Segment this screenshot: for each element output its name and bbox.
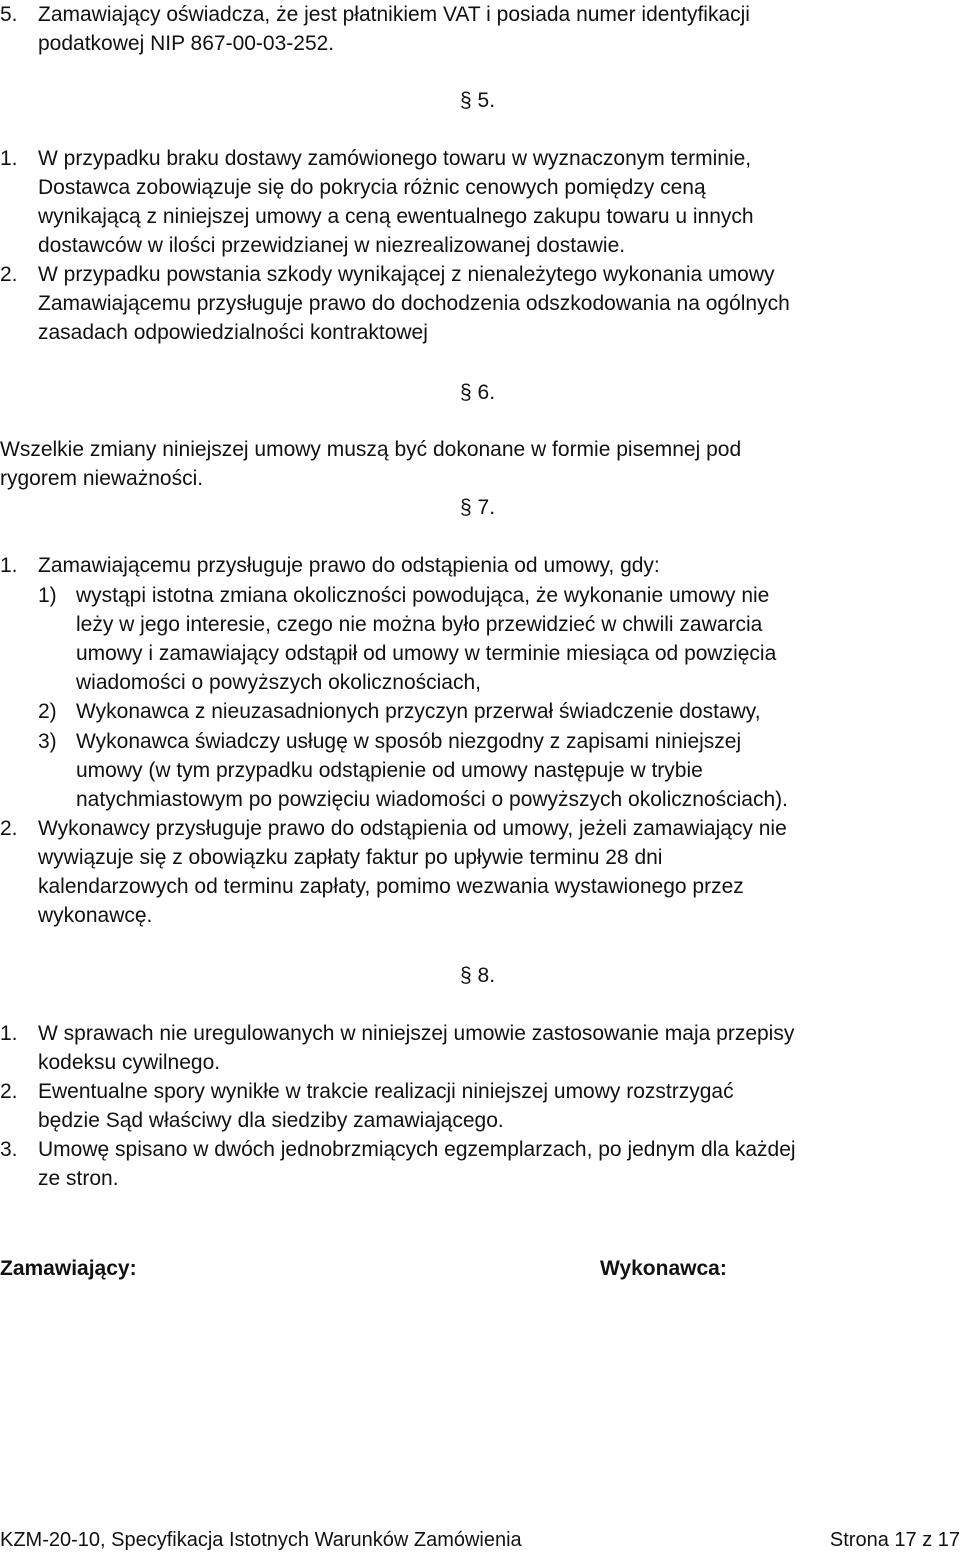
paragraph-line: Wykonawca z nieuzasadnionych przyczyn przerwał świadczenie dostawy, (76, 700, 761, 723)
paragraph-line: Zamawiający oświadcza, że jest płatnikiem VAT i posiada numer identyfikacji (38, 3, 750, 26)
paragraph-line: będzie Sąd właściwy dla siedziby zamawiającego. (38, 1109, 504, 1132)
paragraph-line: wynikającą z niniejszej umowy a ceną ewentualnego zakupu towaru u innych (38, 205, 754, 228)
item-number: 3. (0, 1138, 18, 1161)
paragraph-line: wystąpi istotna zmiana okoliczności powodująca, że wykonanie umowy nie (76, 584, 770, 607)
paragraph-line: umowy (w tym przypadku odstąpienie od umowy następuje w trybie (76, 759, 703, 782)
paragraph-line: natychmiastowym po powzięciu wiadomości o powyższych okolicznościach). (76, 788, 788, 811)
paragraph-line: Ewentualne spory wynikłe w trakcie realizacji niniejszej umowy rozstrzygać (38, 1080, 734, 1103)
paragraph-line: Wszelkie zmiany niniejszej umowy muszą być dokonane w formie pisemnej pod (0, 438, 742, 461)
item-number: 2. (0, 263, 18, 286)
paragraph-line: wiadomości o powyższych okolicznościach, (76, 671, 481, 694)
subitem-number: 2) (38, 700, 57, 723)
item-number: 1. (0, 554, 18, 577)
item-number: 2. (0, 817, 18, 840)
item-number: 1. (0, 147, 18, 170)
footer-page-number: Strona 17 z 17 (829, 1529, 960, 1551)
signature-label-contractor: Wykonawca: (600, 1257, 727, 1280)
item-number: 2. (0, 1080, 18, 1103)
paragraph-line: Umowę spisano w dwóch jednobrzmiących egzemplarzach, po jednym dla każdej (38, 1138, 796, 1161)
paragraph-line: Zamawiającemu przysługuje prawo do odstąpienia od umowy, gdy: (38, 554, 660, 577)
section-heading: § 5. (460, 89, 496, 112)
paragraph-line: podatkowej NIP 867-00-03-252. (38, 32, 335, 55)
paragraph-line: Dostawca zobowiązuje się do pokrycia różnic cenowych pomiędzy ceną (38, 176, 706, 199)
paragraph-line: kalendarzowych od terminu zapłaty, pomimo wezwania wystawionego przez (38, 875, 744, 898)
section-heading: § 7. (460, 496, 496, 519)
paragraph-line: wywiązuje się z obowiązku zapłaty faktur po upływie terminu 28 dni (38, 846, 663, 869)
paragraph-line: kodeksu cywilnego. (38, 1051, 221, 1074)
item-number: 1. (0, 1022, 18, 1045)
subitem-number: 1) (38, 584, 57, 607)
paragraph-line: wykonawcę. (38, 904, 153, 927)
paragraph-line: W przypadku powstania szkody wynikającej z nienależytego wykonania umowy (38, 263, 775, 286)
paragraph-line: W sprawach nie uregulowanych w niniejszej umowie zastosowanie maja przepisy (38, 1022, 795, 1045)
paragraph-line: W przypadku braku dostawy zamówionego towaru w wyznaczonym terminie, (38, 147, 752, 170)
section-heading: § 6. (460, 381, 496, 404)
paragraph-line: umowy i zamawiający odstąpił od umowy w terminie miesiąca od powzięcia (76, 642, 777, 665)
footer-document-id: KZM-20-10, Specyfikacja Istotnych Warunków Zamówienia (0, 1529, 522, 1551)
paragraph-line: rygorem nieważności. (0, 467, 204, 490)
item-number: 5. (0, 3, 18, 26)
paragraph-line: Wykonawca świadczy usługę w sposób niezgodny z zapisami niniejszej (76, 730, 742, 753)
paragraph-line: zasadach odpowiedzialności kontraktowej (38, 321, 428, 344)
paragraph-line: ze stron. (38, 1167, 119, 1190)
signature-label-ordering-party: Zamawiający: (0, 1257, 137, 1280)
section-heading: § 8. (460, 964, 496, 987)
paragraph-line: leży w jego interesie, czego nie można było przewidzieć w chwili zawarcia (76, 613, 763, 636)
paragraph-line: Wykonawcy przysługuje prawo do odstąpienia od umowy, jeżeli zamawiający nie (38, 817, 787, 840)
paragraph-line: Zamawiającemu przysługuje prawo do dochodzenia odszkodowania na ogólnych (38, 292, 790, 315)
paragraph-line: dostawców w ilości przewidzianej w niezrealizowanej dostawie. (38, 234, 626, 257)
subitem-number: 3) (38, 730, 57, 753)
